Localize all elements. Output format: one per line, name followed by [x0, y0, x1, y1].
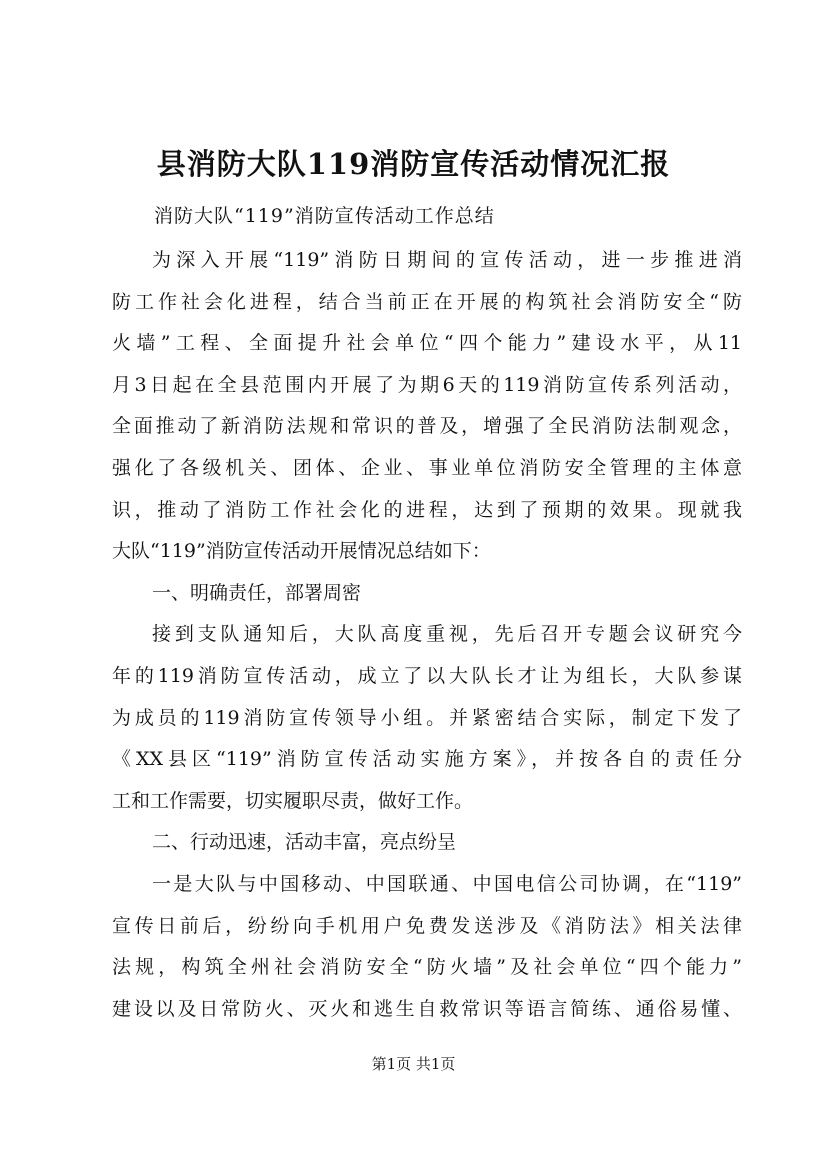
text-line: 一、明确责任，部署周密	[152, 581, 362, 604]
text-line: 为深入开展“119”消防日期间的宣传活动，进一步推进消	[152, 249, 742, 271]
text-line: 工和工作需要，切实履职尽责，做好工作。	[112, 789, 474, 812]
text-line: 为成员的119消防宣传领导小组。并紧密结合实际，制定下发了	[112, 706, 742, 729]
document-subtitle: 消防大队“119”消防宣传活动工作总结	[154, 205, 495, 227]
text-line: 火墙”工程、全面提升社会单位“四个能力”建设水平，从11	[112, 332, 742, 355]
document-body	[112, 240, 742, 1030]
text-line: 年的119消防宣传活动，成立了以大队长才让为组长，大队参谋	[112, 664, 742, 687]
text-line: 《XX县区“119”消防宣传活动实施方案》，并按各自的责任分	[112, 748, 742, 771]
text-line: 建设以及日常防火、灭火和逃生自救常识等语言简练、通俗易懂、	[112, 997, 742, 1020]
text-line: 一是大队与中国移动、中国联通、中国电信公司协调，在“119”	[152, 872, 742, 895]
text-line: 防工作社会化进程，结合当前正在开展的构筑社会消防安全“防	[112, 290, 742, 313]
text-line: 大队“119”消防宣传活动开展情况总结如下：	[112, 540, 491, 563]
page-footer: 第1页 共1页	[371, 1055, 456, 1073]
document-title: 县消防大队119消防宣传活动情况汇报	[156, 147, 671, 181]
text-line: 宣传日前后，纷纷向手机用户免费发送涉及《消防法》相关法律	[112, 914, 742, 937]
text-line: 识，推动了消防工作社会化的进程，达到了预期的效果。现就我	[112, 498, 742, 521]
text-line: 法规，构筑全州社会消防安全“防火墙”及社会单位“四个能力”	[112, 956, 742, 979]
text-line: 月3日起在全县范围内开展了为期6天的119消防宣传系列活动，	[112, 373, 742, 396]
text-line: 二、行动迅速，活动丰富，亮点纷呈	[152, 831, 457, 854]
text-line: 强化了各级机关、团体、企业、事业单位消防安全管理的主体意	[112, 456, 742, 479]
text-line: 全面推动了新消防法规和常识的普及，增强了全民消防法制观念，	[112, 415, 742, 438]
text-line: 接到支队通知后，大队高度重视，先后召开专题会议研究今	[152, 623, 742, 646]
